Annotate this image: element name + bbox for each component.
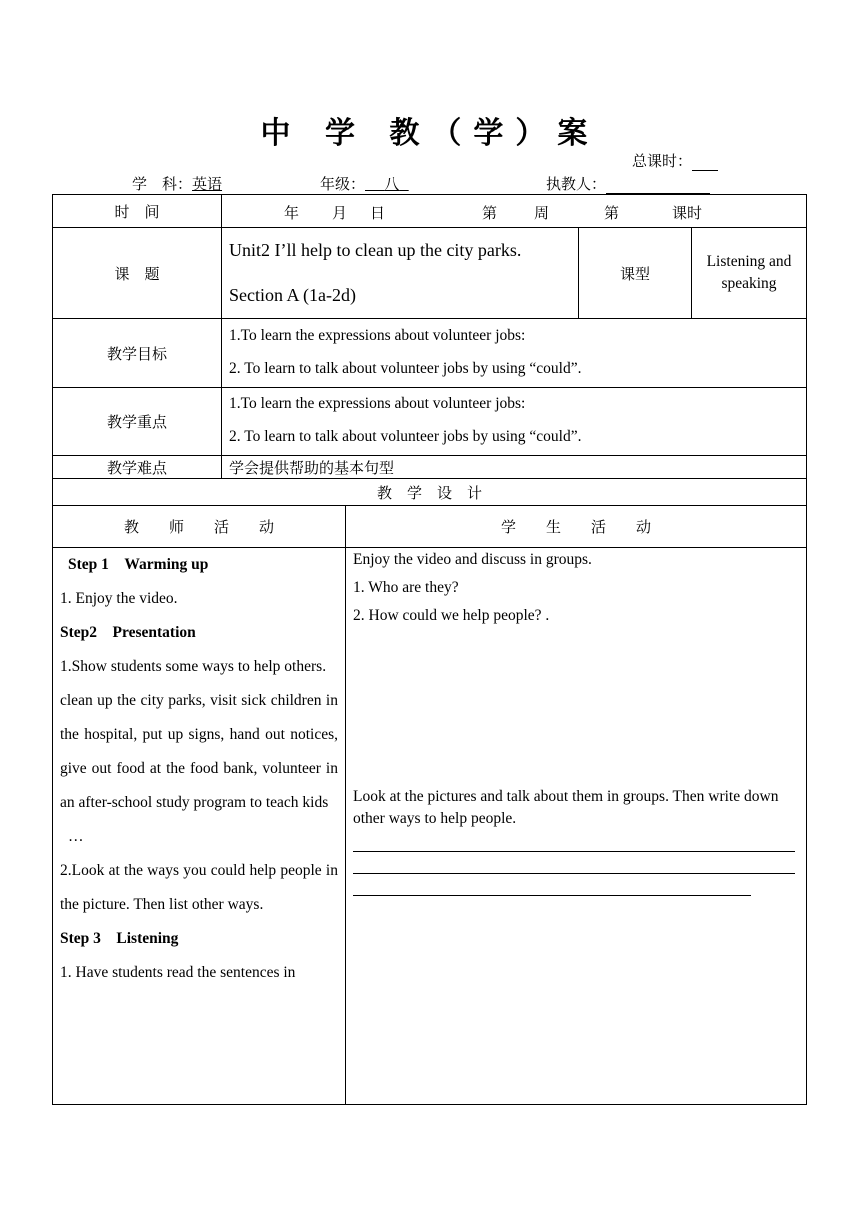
step1-heading: Step 1 Warming up [68,556,209,573]
design-label: 教 学 设 计 [376,483,482,502]
goal-2: 2. To learn to talk about volunteer jobs by using “could”. [229,360,582,377]
step3-item1: 1. Have students read the sentences in [60,964,296,981]
teacher-blank [606,179,710,194]
teacher [546,173,710,194]
step1-item: 1. Enjoy the video. [60,590,178,607]
difficult-value: 学会提供帮助的基本句型 [229,459,395,477]
type-label: 课型 [619,264,650,283]
subject-label: 学 科： [132,175,193,193]
teacher-column-header: 教 师 活 动 [123,518,274,536]
topic-label: 课 题 [114,264,160,283]
subject-value: 英语 [192,175,223,193]
student-column-header: 学 生 活 动 [500,518,651,536]
total-periods-blank [692,156,718,171]
answer-line-1 [353,851,795,852]
time-value [222,195,806,227]
time-day: 日 [370,204,386,222]
key-2: 2. To learn to talk about volunteer jobs by using “could”. [229,428,582,445]
step2-dots: … [68,828,84,845]
time-year: 年 [284,204,300,222]
key-label: 教学重点 [106,413,167,431]
step2-heading: Step2 Presentation [60,624,196,641]
grade-value: 八 [384,175,400,193]
topic-line2: Section A (1a-2d) [229,285,356,305]
student-question-1: 1. Who are they? [353,579,459,596]
goal-1: 1.To learn the expressions about volunteer jobs: [229,327,526,344]
time-period: 课时 [672,204,703,222]
time-month: 月 [332,204,348,222]
student-activity-2-text: Look at the pictures and talk about them in groups. Then write down other ways to help people. [353,788,779,827]
teacher-label: 执教人： [546,175,607,193]
student-question-2: 2. How could we help people? . [353,607,550,624]
type-value: Listening and speaking [706,253,792,292]
grade [320,173,409,194]
answer-line-3 [353,895,751,896]
total-periods [632,150,718,171]
student-activity-1: Enjoy the video and discuss in groups. [353,551,592,568]
total-periods-label: 总课时： [632,152,693,170]
student-activity-2 [353,786,803,896]
student-activity [353,549,801,627]
page-title: 中 学 教（学）案 [260,116,600,151]
answer-line-2 [353,873,795,874]
step3-heading: Step 3 Listening [60,930,179,947]
time-period-pre: 第 [604,204,620,222]
key-1: 1.To learn the expressions about volunteer jobs: [229,395,526,412]
subject [132,173,222,194]
goals-label: 教学目标 [106,344,167,363]
step2-item2: 2.Look at the ways you could help people in the picture. Then list other ways. [60,862,338,913]
time-label: 时 间 [114,202,160,221]
topic-line1: Unit2 I’ll help to clean up the city parks. [229,240,522,260]
time-week-pre: 第 [482,204,498,222]
teacher-activity [60,548,338,990]
difficult-label: 教学难点 [106,458,167,477]
step2-item1: 1.Show students some ways to help others. [60,658,327,675]
time-week: 周 [534,204,550,222]
grade-label: 年级： [320,175,366,193]
step2-list: clean up the city parks, visit sick children in the hospital, put up signs, hand out notices, give out food at the food bank, volunteer in an after-school study program to teach kids [60,692,338,811]
